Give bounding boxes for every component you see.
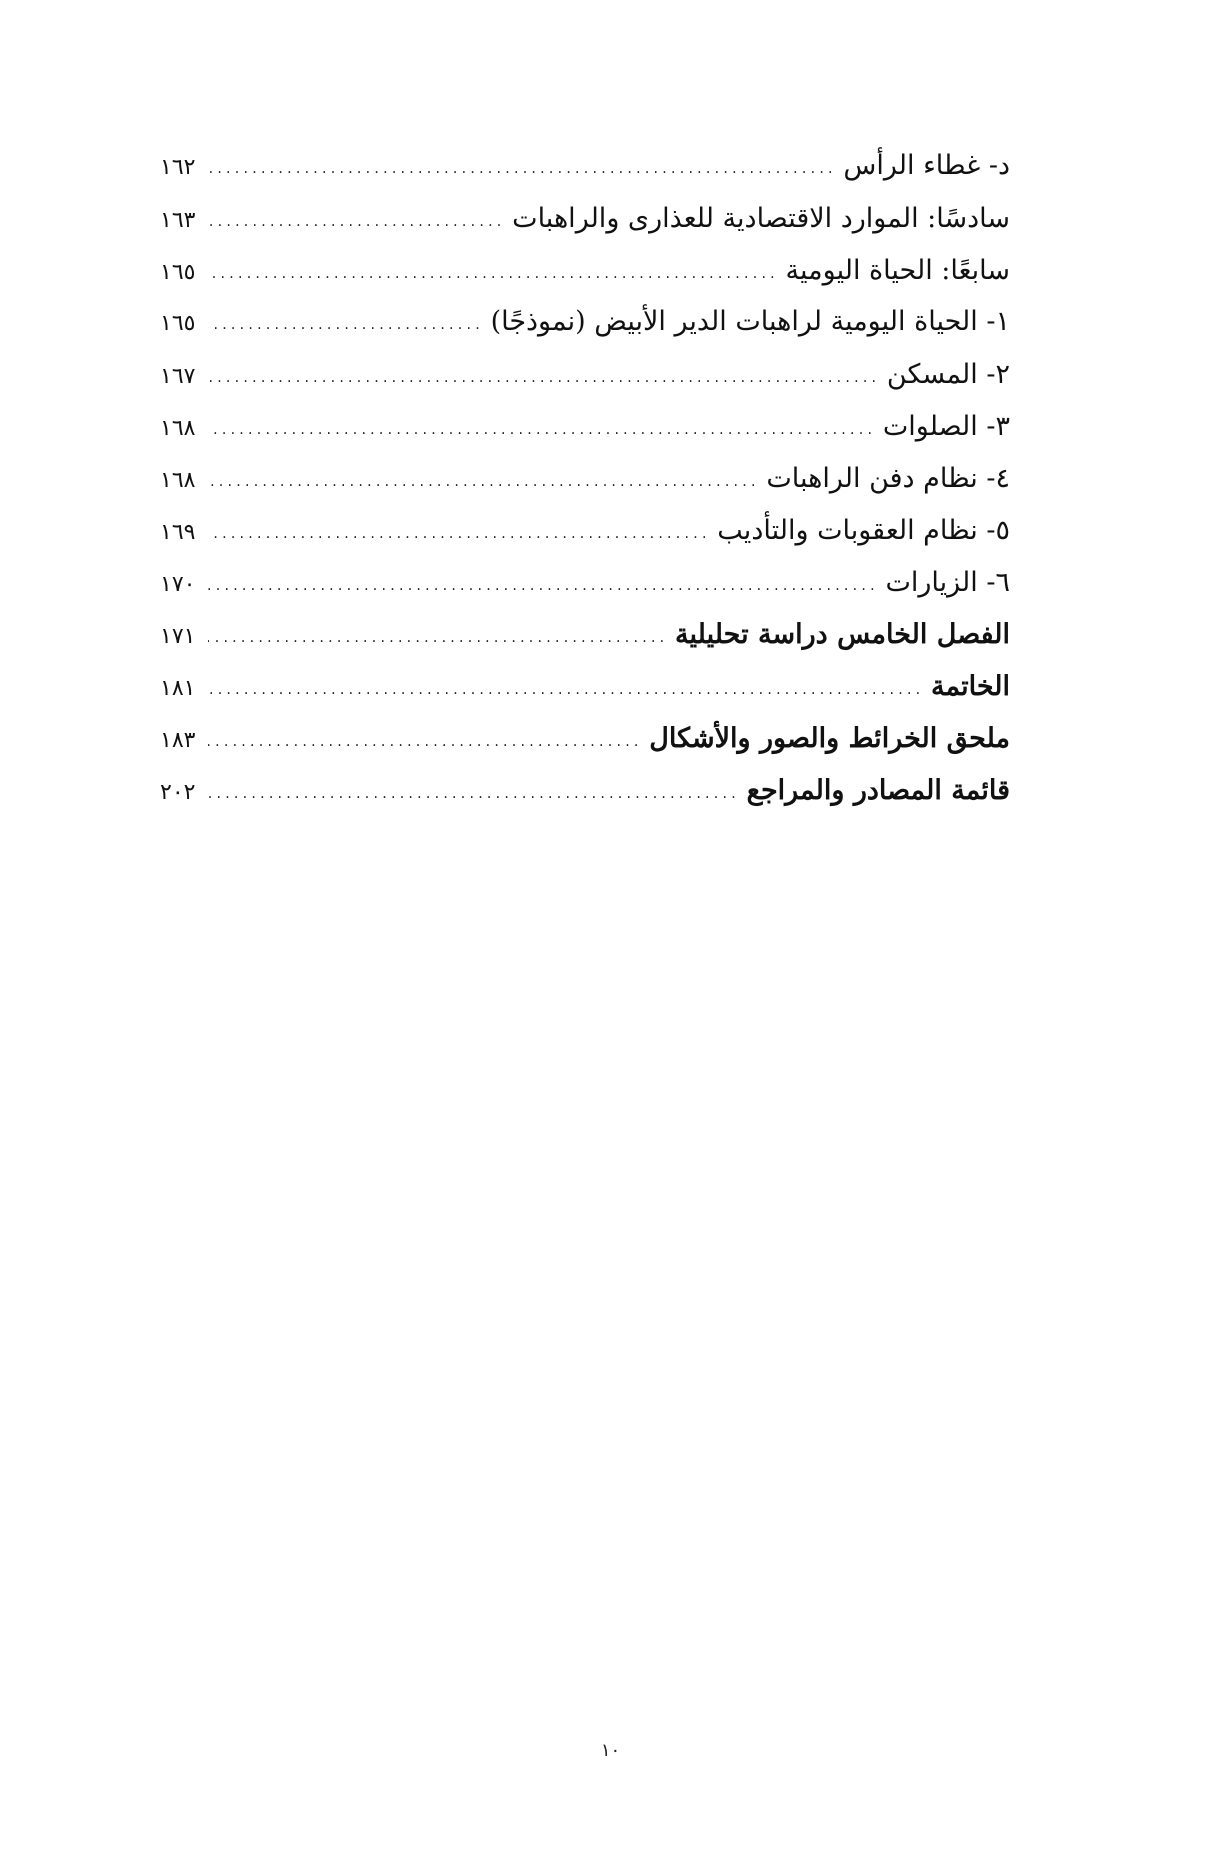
dot-leader [208, 675, 923, 705]
toc-entry-page: ١٦٨ [160, 468, 196, 493]
dot-leader [208, 154, 835, 184]
toc-entry-title: سادسًا: الموارد الاقتصادية للعذارى والراهبات [512, 203, 1010, 234]
toc-entry [160, 193, 1010, 237]
page-number: ١٠ [600, 1740, 621, 1761]
toc-entry-title: ١- الحياة اليومية لراهبات الدير الأبيض (نموذجًا) [490, 306, 1010, 337]
toc-entry [160, 245, 1010, 289]
toc-entry-title: ٥- نظام العقوبات والتأديب [717, 515, 1010, 546]
dot-leader [208, 571, 877, 601]
toc-entry-title: الخاتمة [931, 671, 1010, 702]
toc-entry-page: ١٦٥ [160, 260, 196, 285]
dot-leader [208, 727, 641, 757]
toc-entry [160, 713, 1010, 757]
dot-leader [208, 519, 709, 549]
toc-entry [160, 401, 1010, 445]
toc-entry [160, 453, 1010, 497]
toc-entry [160, 140, 1010, 184]
toc-entry-title: ملحق الخرائط والصور والأشكال [649, 723, 1010, 754]
toc-entry-title: د- غطاء الرأس [843, 150, 1010, 181]
toc-entry-page: ١٨١ [160, 676, 196, 701]
toc-entry [160, 349, 1010, 393]
toc-entry [160, 505, 1010, 549]
toc-entry-page: ١٦٣ [160, 208, 196, 233]
dot-leader [208, 207, 504, 237]
toc-entry-title: ٦- الزيارات [885, 567, 1010, 598]
toc-entry [160, 296, 1010, 340]
toc-entry [160, 765, 1010, 809]
toc-entry-page: ١٨٣ [160, 728, 196, 753]
dot-leader [208, 363, 879, 393]
toc-entry-title: ٤- نظام دفن الراهبات [766, 463, 1010, 494]
dot-leader [208, 467, 758, 497]
dot-leader [208, 779, 739, 809]
toc-entry-page: ٢٠٢ [160, 780, 196, 805]
dot-leader [208, 259, 778, 289]
toc-entry-title: الفصل الخامس دراسة تحليلية [675, 619, 1010, 650]
toc-entry-page: ١٦٩ [160, 520, 196, 545]
toc-entry-title: ٢- المسكن [886, 359, 1010, 390]
toc-entry-title: قائمة المصادر والمراجع [746, 775, 1010, 806]
toc-entry [160, 661, 1010, 705]
dot-leader [208, 623, 667, 653]
toc-entry [160, 609, 1010, 653]
toc-entry-title: سابعًا: الحياة اليومية [785, 255, 1010, 286]
dot-leader [208, 415, 875, 445]
toc-entry-page: ١٧١ [160, 624, 196, 649]
toc-entry-page: ١٦٧ [160, 364, 196, 389]
toc-entry-page: ١٦٥ [160, 311, 196, 336]
toc-entry-page: ١٦٢ [160, 155, 196, 180]
toc-entry-page: ١٦٨ [160, 416, 196, 441]
toc-entry-title: ٣- الصلوات [882, 411, 1010, 442]
toc-entry-page: ١٧٠ [160, 572, 196, 597]
dot-leader [208, 310, 483, 340]
toc-entry [160, 557, 1010, 601]
